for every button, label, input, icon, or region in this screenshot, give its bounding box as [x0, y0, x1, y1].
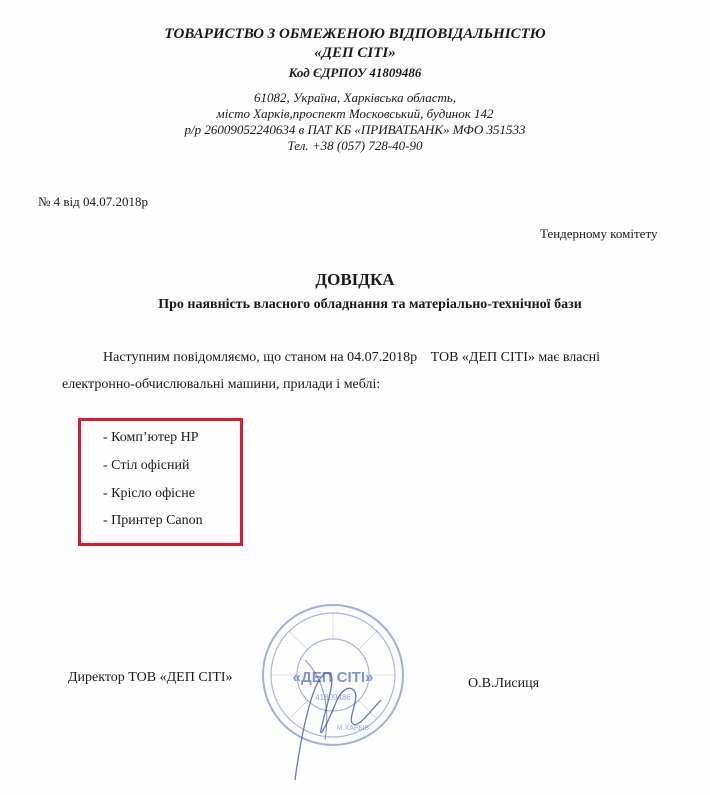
company-name-line1: ТОВАРИСТВО З ОБМЕЖЕНОЮ ВІДПОВІДАЛЬНІСТЮ — [164, 26, 546, 42]
address-line1: 61082, Україна, Харківська область, — [253, 90, 457, 105]
director-name: О.В.Лисиця — [468, 676, 540, 691]
stamp-code: 41809486 — [315, 693, 351, 702]
company-name-line2: «ДЕП СІТІ» — [314, 45, 396, 61]
company-code: Код ЄДРПОУ 41809486 — [288, 65, 422, 80]
stamp-center-text: «ДЕП СІТІ» — [292, 669, 374, 686]
paragraph-line1 — [103, 350, 600, 366]
list-item: - Принтер Canon — [103, 513, 203, 528]
paragraph-date: 04.07.2018р — [347, 350, 418, 365]
stamp-city: М.ХАРКІВ — [336, 725, 370, 732]
list-item: - Комп’ютер НР — [103, 430, 199, 445]
bank-details: р/р 26009052240634 в ПАТ КБ «ПРИВАТБАНК» МФО 351533 — [184, 122, 526, 137]
paragraph-text-end: ТОВ «ДЕП СІТІ» має власні — [430, 350, 601, 365]
addressee: Тендерному комітету — [540, 226, 658, 241]
list-item: - Стіл офісний — [103, 458, 190, 473]
handwritten-signature — [285, 640, 405, 790]
document-subtitle: Про наявність власного обладнання та матеріально-технічної бази — [158, 297, 582, 312]
signature-icon — [285, 640, 405, 790]
paragraph-line2: електронно-обчислювальні машини, прилади і меблі: — [62, 377, 381, 392]
document-title: ДОВІДКА — [315, 270, 395, 289]
director-title: Директор ТОВ «ДЕП СІТІ» — [68, 670, 233, 685]
address-line2: місто Харків,проспект Московський, будинок 142 — [216, 106, 494, 121]
list-item: - Крісло офісне — [103, 486, 195, 501]
paragraph-text-start: Наступним повідомляємо, що станом на — [103, 350, 344, 365]
document-reference: № 4 від 04.07.2018р — [38, 194, 149, 209]
phone-line: Тел. +38 (057) 728-40-90 — [287, 138, 423, 153]
